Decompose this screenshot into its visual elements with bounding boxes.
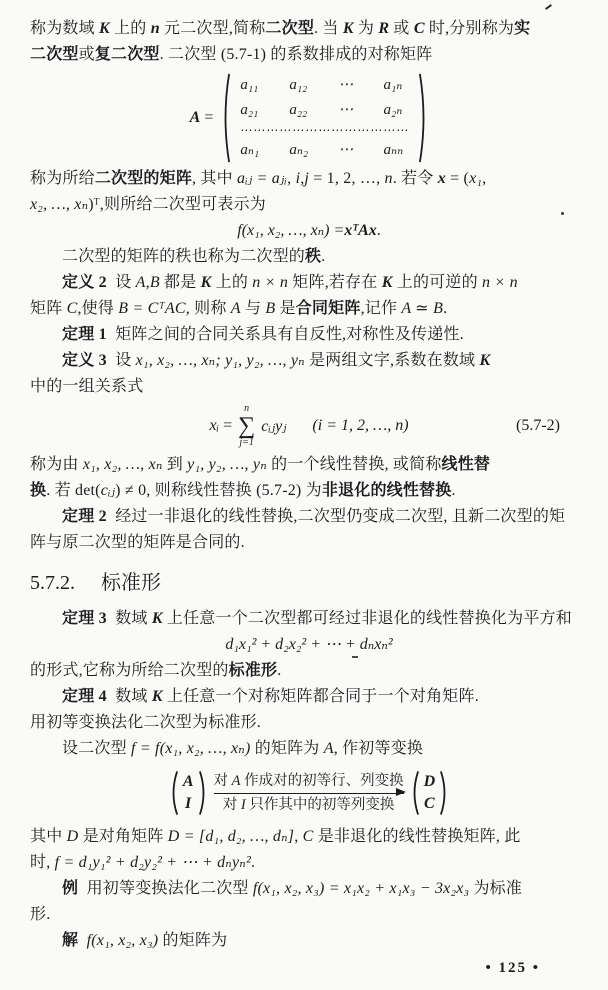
matrix-cell: a₁₁ (240, 77, 259, 94)
body-line-matrix-def-1: 称为所给二次型的矩阵, 其中 aᵢⱼ = aⱼᵢ, i,j = 1, 2, …, n. 若令 x = (x₁, (30, 170, 487, 187)
sum-lhs: xᵢ = (209, 417, 233, 434)
stack-entries (178, 771, 199, 815)
matrix-cell: a₂₂ (289, 101, 308, 118)
stack-entry-a: A (182, 773, 194, 790)
theorem-1-line: 定理 1 矩阵之间的合同关系具有自反性,对称性及传递性. (62, 326, 464, 343)
body-line-canonical-form: 的形式,它称为所给二次型的标准形. (30, 662, 282, 679)
equation-number: (5.7-2) (516, 417, 560, 434)
section-number: 5.7.2. (30, 572, 75, 594)
sum-rhs: cᵢⱼyⱼ (261, 418, 287, 435)
matrix-cell: ⋯ (338, 141, 354, 158)
matrix-cell: a₂ₙ (383, 101, 403, 118)
definition-3-line-2: 中的一组关系式 (30, 378, 144, 395)
sum-formula (209, 404, 408, 448)
example-line-1: 例 用初等变换法化二次型 f(x₁, x₂, x₃) = x₁x₂ + x₁x₃ − 3x₂x₃ 为标准 (62, 880, 523, 897)
stack-entry-d: D (423, 773, 436, 790)
right-arrow-icon (214, 793, 404, 794)
matrix-a-body (221, 73, 428, 163)
matrix-stack-dc (410, 771, 450, 815)
right-paren-icon (440, 771, 449, 815)
stack-entry-i: I (185, 795, 192, 812)
right-paren-icon (419, 73, 428, 163)
sigma-lower-limit: j=1 (239, 437, 254, 448)
body-line-diag-1: 其中 D 是对角矩阵 D = [d₁, d₂, …, dₙ], C 是非退化的线性替换矩阵, 此 (30, 828, 521, 845)
example-line-2: 形. (30, 906, 51, 923)
matrix-a-display (30, 73, 588, 163)
left-paren-icon (221, 73, 230, 163)
arrow-label-below: 对 I 只作其中的初等列变换 (222, 796, 395, 813)
body-line-matrix-def-2: x₂, …, xₙ)ᵀ,则所给二次型可表示为 (30, 196, 267, 213)
matrix-stack-ai (169, 771, 208, 815)
definition-3-line-1: 定义 3 设 x₁, x₂, …, xₙ; y₁, y₂, …, yₙ 是两组文字,系数在数域 K (62, 352, 491, 369)
body-line-intro-1: 称为数域 K 上的 n 元二次型,简称二次型. 当 K 为 R 或 C 时,分别称为实 (30, 20, 531, 37)
theorem-4-line: 定理 4 数域 K 上任意一个对称矩阵都合同于一个对角矩阵. (62, 688, 479, 705)
matrix-cell: ⋯ (338, 77, 354, 94)
section-title: 标准形 (101, 572, 161, 594)
body-line-setup: 设二次型 f = f(x₁, x₂, …, xₙ) 的矩阵为 A, 作初等变换 (62, 740, 424, 757)
body-line-rank: 二次型的矩阵的秩也称为二次型的秩. (62, 248, 326, 265)
sum-condition: (i = 1, 2, …, n) (312, 417, 409, 434)
matrix-cell: a₁₂ (289, 77, 308, 94)
equation-f-xtax: f(x₁, x₂, …, xₙ) = xᵀAx . (237, 222, 381, 239)
arrow-with-labels (214, 773, 404, 814)
scan-artifact (561, 212, 564, 215)
matrix-cell: aₙ₁ (240, 141, 260, 158)
stack-entry-c: C (424, 795, 435, 812)
matrix-cell: aₙ₂ (289, 141, 309, 158)
matrix-cell: a₂₁ (240, 101, 259, 118)
scan-artifact (352, 656, 358, 658)
definition-2-line-1: 定义 2 设 A,B 都是 K 上的 n × n 矩阵,若存在 K 上的可逆的 n × n (62, 274, 518, 291)
matrix-a-lhs: A = (189, 109, 214, 126)
matrix-cell: ⋯ (338, 101, 354, 118)
scan-artifact (545, 4, 552, 10)
sigma-upper-limit: n (244, 403, 250, 414)
section-heading (30, 568, 588, 598)
equation-5-7-2 (30, 402, 588, 450)
body-line-method: 用初等变换法化二次型为标准形. (30, 714, 262, 731)
right-paren-icon (199, 771, 208, 815)
elementary-transform-diagram (30, 765, 588, 821)
matrix-cell: a₁ₙ (383, 77, 403, 94)
matrix-cell: aₙₙ (383, 141, 404, 158)
matrix-ellipsis-row: ⋯⋯⋯⋯⋯⋯⋯⋯⋯⋯⋯⋯⋯ (240, 125, 410, 136)
theorem-3-line: 定理 3 数域 K 上任意一个二次型都可经过非退化的线性替换化为平方和 (62, 610, 572, 627)
left-paren-icon (410, 771, 419, 815)
equation-square-sum: d₁x₁² + d₂x₂² + ⋯ + dₙxₙ² (225, 636, 393, 653)
arrow-label-above: 对 A 作成对的初等行、列变换 (213, 772, 404, 789)
sigma-icon (238, 404, 255, 448)
theorem-2-line-1: 定理 2 经过一非退化的线性替换,二次型仍变成二次型, 且新二次型的矩 (62, 508, 566, 525)
body-line-subst-1: 称为由 x₁, x₂, …, xₙ 到 y₁, y₂, …, yₙ 的一个线性替换, 或简称线性替 (30, 456, 491, 473)
body-line-subst-2: 换. 若 det(cᵢⱼ) ≠ 0, 则称线性替换 (5.7-2) 为非退化的线性替换. (30, 482, 456, 499)
page-number: • 125 • (485, 960, 540, 976)
definition-2-line-2: 矩阵 C,使得 B = CᵀAC, 则称 A 与 B 是合同矩阵,记作 A ≃ B. (30, 300, 448, 317)
matrix-a-grid (230, 73, 419, 163)
left-paren-icon (169, 771, 178, 815)
solution-line: 解 f(x₁, x₂, x₃) 的矩阵为 (62, 932, 228, 949)
stack-entries (419, 771, 441, 815)
sigma-glyph: ∑ (238, 413, 256, 439)
theorem-2-line-2: 阵与原二次型的矩阵是合同的. (30, 534, 245, 551)
body-line-diag-2: 时, f = d₁y₁² + d₂y₂² + ⋯ + dₙyₙ². (30, 854, 256, 871)
body-line-intro-2: 二次型或复二次型. 二次型 (5.7-1) 的系数排成的对称矩阵 (30, 46, 433, 63)
